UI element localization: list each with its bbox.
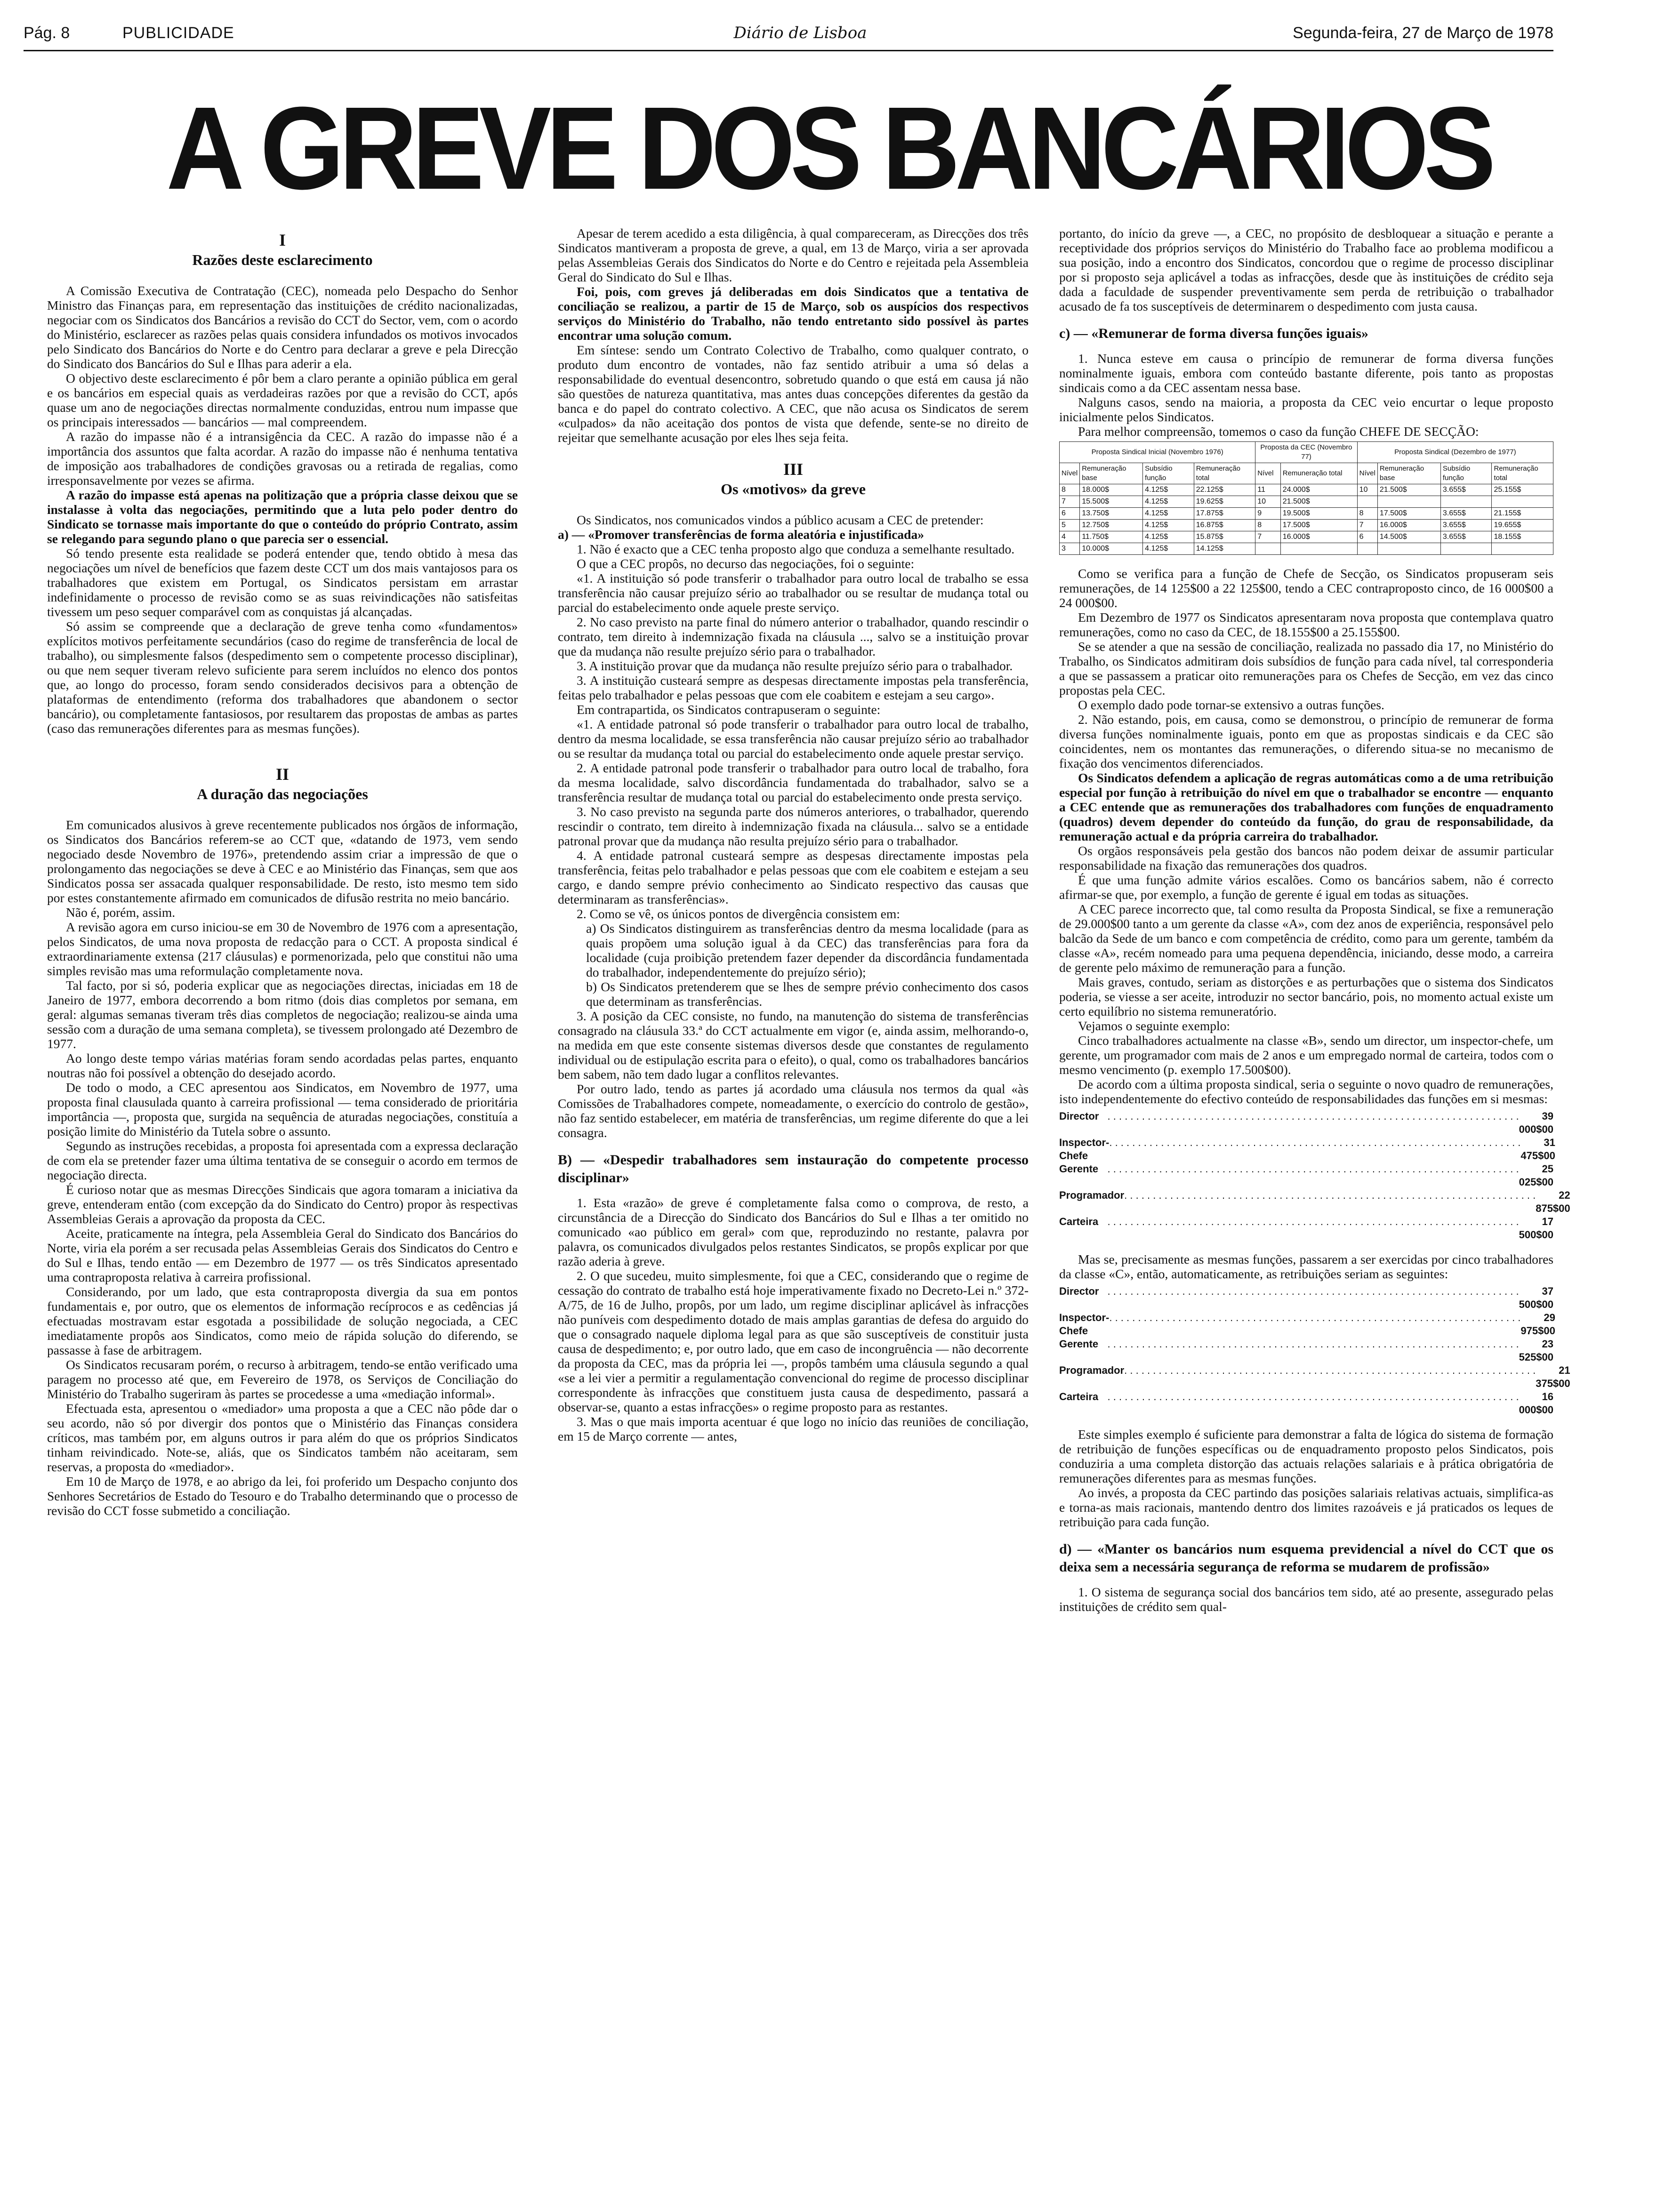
- table-cell: [1357, 496, 1377, 508]
- salary-label: Programador: [1059, 1189, 1125, 1201]
- table-cell: 6: [1357, 531, 1377, 543]
- paragraph: Vejamos o seguinte exemplo:: [1078, 1018, 1231, 1033]
- column-2: [558, 226, 1029, 2193]
- table-cell: 24.000$: [1280, 484, 1357, 496]
- paragraph: 2. No caso previsto na parte final do número anterior o trabalhador, quando rescindir o contrato, tem direito à indemnização fixada na cláusula ..., salvo se a instituição provar que da mudança não resulte prejuízo sério para o trabalhador.: [558, 615, 1029, 658]
- table-cell: 8: [1255, 520, 1280, 531]
- salary-label: Director: [1059, 1110, 1099, 1122]
- salary-list-class-b: [1059, 1110, 1570, 1242]
- dot-leader: . . . . . . . . . . . . . . . . . . . . . . . . . . . . . . . . . . . . . . . . . . . . . . . . . . . . . . . . . . . . . . . . . . . . . . . .: [1107, 1216, 1519, 1227]
- paragraph: Em 10 de Março de 1978, e ao abrigo da lei, foi proferido um Despacho conjunto dos Senhores Secretários de Estado do Tesouro e do Trabalho determinando que o processo de revisão do CCT fosse submetido a conciliação.: [47, 1474, 518, 1518]
- table-cell: [1492, 496, 1553, 508]
- table-cell: 10.000$: [1080, 543, 1143, 555]
- salary-label: Carteira: [1059, 1391, 1099, 1403]
- paragraph: Os orgãos responsáveis pela gestão dos bancos não podem deixar de assumir particular responsabilidade na fixação das remunerações dos quadros.: [1059, 843, 1553, 873]
- table-row: [1060, 531, 1553, 543]
- table-cell: 8: [1357, 508, 1377, 520]
- paragraph: 3. A instituição provar que da mudança não resulte prejuízo sério para o trabalhador.: [577, 658, 1013, 673]
- table-column-header: Nível: [1255, 463, 1280, 484]
- table-cell: 7: [1060, 496, 1080, 508]
- table-column-header: Remuneração total: [1194, 463, 1255, 484]
- table-cell: 9: [1255, 508, 1280, 520]
- paragraph: «1. A entidade patronal só pode transferir o trabalhador para outro local de trabalho, dentro da mesma localidade, se essa transferência não causar prejuízo sério ao trabalhador ou se resultar da mudança total ou parcial do estabelecimento onde aquele prestar serviço.: [558, 717, 1029, 761]
- table-column-header: Remuneração total: [1280, 463, 1357, 484]
- paragraph: «1. A instituição só pode transferir o trabalhador para outro local de trabalho se essa transferência não causar prejuízo sério ao trabalhador ou se resultar de mudança total ou parcial do estabelecimento onde aquele preste serviço.: [558, 571, 1029, 615]
- table-cell: 4.125$: [1143, 543, 1194, 555]
- salary-value: 16 000$00: [1519, 1391, 1554, 1416]
- paragraph: O exemplo dado pode tornar-se extensivo a outras funções.: [1078, 697, 1384, 712]
- table-group-header: Proposta Sindical Inicial (Novembro 1976): [1060, 442, 1255, 463]
- table-row: [1060, 520, 1553, 531]
- paragraph: 2. A entidade patronal pode transferir o trabalhador para outro local de trabalho, fora da mesma localidade, salvo discordância fundamentada do trabalhador, salvo se a transferência resultar de mudança total ou parcial do estabelecimento onde presta serviço.: [558, 761, 1029, 804]
- paragraph: Mas se, precisamente as mesmas funções, passarem a ser exercidas por cinco trabalhadores da classe «C», então, automaticamente, as retribuições seriam as seguintes:: [1059, 1252, 1553, 1281]
- table-cell: 7: [1357, 520, 1377, 531]
- table-group-header: Proposta da CEC (Novembro 77): [1255, 442, 1357, 463]
- salary-value: 39 000$00: [1519, 1110, 1554, 1135]
- table-cell: [1377, 496, 1440, 508]
- table-cell: [1492, 543, 1553, 555]
- paragraph: 1. O sistema de segurança social dos bancários tem sido, até ao presente, assegurado pelas instituições de crédito sem qual-: [1059, 1585, 1553, 1614]
- paragraph: Só assim se compreende que a declaração de greve tenha como «fundamentos» explícitos motivos perfeitamente secundários (caso do regime de transferência de local de trabalho), ou simplesmente falsos (despedimento sem o competente processo disciplinar), ou que nem sequer tiveram relevo suficiente para serem incluídos no elenco dos pontos que, ao longo do processo, foram sendo considerados decisivos para a obtenção de plataformas de entendimento (reforma dos trabalhadores que abandonem o sector bancário), ou completamente fantasiosos, por resultarem das propostas de ambas as partes (caso das remunerações diferentes para as mesmas funções).: [47, 619, 518, 736]
- table-cell: 14.500$: [1377, 531, 1440, 543]
- table-row: [1060, 496, 1553, 508]
- table-cell: 11: [1255, 484, 1280, 496]
- subheading-c: c) — «Remunerar de forma diversa funções iguais»: [1059, 326, 1368, 341]
- table-cell: 4.125$: [1143, 508, 1194, 520]
- table-cell: 16.000$: [1280, 531, 1357, 543]
- table-cell: 21.155$: [1492, 508, 1553, 520]
- paragraph: Segundo as instruções recebidas, a proposta foi apresentada com a expressa declaração de com ela se pretender fazer uma última tentativa de se conseguir o acordo em termos de negociação directa.: [47, 1138, 518, 1182]
- table-cell: 25.155$: [1492, 484, 1553, 496]
- subheading-b: B) — «Despedir trabalhadores sem instauração do competente processo disciplinar»: [558, 1152, 1029, 1186]
- salary-value: 29 975$00: [1520, 1312, 1555, 1337]
- table-cell: 4.125$: [1143, 484, 1194, 496]
- table-column-header: Remuneração total: [1492, 463, 1553, 484]
- section-3-number: III: [783, 460, 804, 479]
- salary-value: 31 475$00: [1520, 1137, 1555, 1162]
- page-headline: A GREVE DOS BANCÁRIOS: [166, 82, 1491, 214]
- table-column-header: Subsídio função: [1440, 463, 1492, 484]
- table-cell: 3.655$: [1440, 531, 1492, 543]
- table-cell: 16.875$: [1194, 520, 1255, 531]
- paragraph: Nalguns casos, sendo na maioria, a proposta da CEC veio encurtar o leque proposto inicialmente pelos Sindicatos.: [1059, 395, 1553, 424]
- paragraph: A razão do impasse está apenas na politização que a própria classe deixou que se instalasse à volta das negociações, permitindo que a luta pelo poder dentro do Sindicato se tornasse mais importante do que o conteúdo do próprio Contrato, assim se relegando para segundo plano o que parecia ser o essencial.: [47, 488, 518, 546]
- salary-label: Programador: [1059, 1364, 1125, 1376]
- paragraph: A revisão agora em curso iniciou-se em 30 de Novembro de 1976 com a apresentação, pelos Sindicatos, de uma nova proposta de redacção para o CCT. A proposta sindical é extraordinariamente extensa (217 cláusulas) e pormenorizada, pelo que constitui não uma simples revisão mas uma reformulação completamente nova.: [47, 920, 518, 978]
- table-cell: 4.125$: [1143, 496, 1194, 508]
- paragraph: Em síntese: sendo um Contrato Colectivo de Trabalho, como qualquer contrato, o produto dum encontro de vontades, não faz sentido atribuir a uma só delas a responsabilidade do eventual desencontro, sobretudo quando o que está em causa já não são questões de natureza quantitativa, mas antes duas concepções diferentes da gestão da banca e do papel do contrato colectivo. A CEC, que não acusa os Sindicatos de serem «culpados» da não aceitação dos pontos de vista que defende, sente-se no direito de rejeitar que semelhante acusação por eles lhes seja feita.: [558, 343, 1029, 445]
- salary-value: 22 875$00: [1536, 1189, 1570, 1214]
- page-number: Pág. 8: [24, 24, 70, 42]
- paragraph: Só tendo presente esta realidade se poderá entender que, tendo obtido à mesa das negociações um nível de benefícios que fazem deste CCT um dos mais vantajosos para os trabalhadores que existem em Portugal, os Sindicatos persistam em arrastar indefinidamente o processo de revisão como se as suas reivindicações não satisfeitas tivessem um peso sequer comparável com as conquistas já alcançadas.: [47, 546, 518, 619]
- salary-label: Gerente: [1059, 1338, 1099, 1350]
- salary-row: [1059, 1285, 1553, 1311]
- table-header-row: [1060, 463, 1553, 484]
- issue-date: Segunda-feira, 27 de Março de 1978: [1293, 24, 1553, 42]
- paragraph: 1. Nunca esteve em causa o princípio de remunerar de forma diversa funções nominalmente iguais, embora com conteúdo bastante diferente, pois tanto as propostas sindicais como a da CEC assentam nessa base.: [1059, 351, 1553, 395]
- salary-row: [1059, 1136, 1553, 1162]
- table-cell: 6: [1060, 508, 1080, 520]
- table-cell: 21.500$: [1377, 484, 1440, 496]
- table-cell: 17.500$: [1377, 508, 1440, 520]
- paragraph: Como se verifica para a função de Chefe de Secção, os Sindicatos propuseram seis remunerações, de 14 125$00 a 22 125$00, tendo a CEC contraproposto cinco, de 16 000$00 a 24 000$00.: [1059, 566, 1553, 610]
- table-cell: 7: [1255, 531, 1280, 543]
- section-2-title: A duração das negociações: [197, 785, 368, 802]
- paragraph: 1. Não é exacto que a CEC tenha proposto algo que conduza a semelhante resultado.: [577, 542, 1015, 556]
- table-cell: 3: [1060, 543, 1080, 555]
- paragraph: 1. Esta «razão» de greve é completamente falsa como o comprova, de resto, a circunstância de a Direcção do Sindicato dos Bancários do Sul e Ilhas a ter omitido no comunicado «ao público em geral» com que, reproduzindo no restante, palavra por palavra, os comunicados divulgados pelos restantes Sindicatos, se propôs explicar por que razão aderia à greve.: [558, 1195, 1029, 1268]
- subheading-a: a) — «Promover transferências de forma aleatória e injustificada»: [558, 527, 924, 542]
- table-cell: 15.500$: [1080, 496, 1143, 508]
- table-cell: 10: [1255, 496, 1280, 508]
- salary-label: Inspector-Chefe: [1059, 1312, 1110, 1337]
- table-cell: 16.000$: [1377, 520, 1440, 531]
- table-cell: 14.125$: [1194, 543, 1255, 555]
- table-body: [1060, 484, 1553, 555]
- paragraph: De todo o modo, a CEC apresentou aos Sindicatos, em Novembro de 1977, uma proposta final clausulada quanto à carreira profissional — tema considerado de prioritária importância —, proposta que, surgida na sequência de aturadas negociações, constituía a posição limite do Ministério da Tutela sobre o assunto.: [47, 1080, 518, 1138]
- paragraph: 3. A posição da CEC consiste, no fundo, na manutenção do sistema de transferências consagrado na cláusula 33.ª do CCT actualmente em vigor (e, ainda assim, melhorando-o, na medida em que este consente sistemas diversos desde que constantes de regulamento individual ou de estipulação escrita para o efeito), o qual, como os trabalhadores bancários bem sabem, não tem dado lugar a conflitos relevantes.: [558, 1009, 1029, 1082]
- table-cell: [1255, 543, 1280, 555]
- paragraph: É curioso notar que as mesmas Direcções Sindicais que agora tomaram a iniciativa da greve, entenderam então (com excepção da do Sindicato do Centro) propor às respectivas Assembleias Gerais a aprovação da proposta da CEC.: [47, 1182, 518, 1226]
- table-cell: 10: [1357, 484, 1377, 496]
- table-cell: 5: [1060, 520, 1080, 531]
- table-cell: 3.655$: [1440, 508, 1492, 520]
- paragraph: 2. Não estando, pois, em causa, como se demonstrou, o princípio de remunerar de forma diversa funções nominalmente iguais, ponto em que as propostas sindicais e da CEC são coincidentes, nem os montantes das remunerações, o diferendo situa-se no mecanismo de fixação dos vencimentos diferenciados.: [1059, 712, 1553, 770]
- salary-row: [1059, 1338, 1553, 1364]
- salary-label: Inspector-Chefe: [1059, 1137, 1110, 1162]
- salary-value: 37 500$00: [1519, 1285, 1554, 1310]
- salary-label: Gerente: [1059, 1163, 1099, 1175]
- paragraph: Se se atender a que na sessão de conciliação, realizada no passado dia 17, no Ministério do Trabalho, os Sindicatos admitiram dois subsídios de função para cada nível, tal corresponderia a que se passassem a praticar oito remunerações para os Chefes de Secção, em vez das cinco propostas pela CEC.: [1059, 639, 1553, 697]
- table-cell: [1377, 543, 1440, 555]
- table-cell: 15.875$: [1194, 531, 1255, 543]
- section-label: PUBLICIDADE: [122, 24, 234, 42]
- salary-row: [1059, 1189, 1570, 1215]
- table-cell: [1440, 496, 1492, 508]
- salary-row: [1059, 1311, 1553, 1338]
- list-item: a) Os Sindicatos distinguirem as transferências dentro da mesma localidade (para as quais propõem uma solução igual à da CEC) das transferências para fora da localidade (cuja proibição pretendem fazer depender da discordância fundamentada do trabalhador, independentemente do prejuízo sério);: [586, 921, 1029, 979]
- paragraph: Por outro lado, tendo as partes já acordado uma cláusula nos termos da qual «às Comissões de Trabalhadores compete, nomeadamente, o exercício do controlo de gestão», não faz sentido estabelecer, em matéria de transferências, um regime diferente do que a lei consagra.: [558, 1082, 1029, 1140]
- dot-leader: . . . . . . . . . . . . . . . . . . . . . . . . . . . . . . . . . . . . . . . . . . . . . . . . . . . . . . . . . . . . . . . . . . . . . . . .: [1107, 1285, 1519, 1297]
- paragraph: 3. Mas o que mais importa acentuar é que logo no início das reuniões de conciliação, em 15 de Março corrente — antes,: [558, 1414, 1029, 1443]
- masthead-rule: [24, 50, 1553, 51]
- table-cell: 4.125$: [1143, 520, 1194, 531]
- paragraph: A razão do impasse não é a intransigência da CEC. A razão do impasse não é a importância dos assuntos que falta acordar. A razão do impasse não é nenhuma tentativa de imposição aos trabalhadores de condições gravosas ou a retirada de regalias, como irresponsavelmente por vezes se afirma.: [47, 429, 518, 488]
- table-cell: 17.875$: [1194, 508, 1255, 520]
- table-column-header: Remuneração base: [1080, 463, 1143, 484]
- paragraph: Não é, porém, assim.: [66, 905, 176, 920]
- table-cell: 21.500$: [1280, 496, 1357, 508]
- column-1: [47, 226, 518, 2193]
- dot-leader: . . . . . . . . . . . . . . . . . . . . . . . . . . . . . . . . . . . . . . . . . . . . . . . . . . . . . . . . . . . . . . . . . . . . . . . .: [1107, 1338, 1519, 1350]
- table-cell: 11.750$: [1080, 531, 1143, 543]
- table-cell: [1440, 543, 1492, 555]
- list-item: b) Os Sindicatos pretenderem que se lhes de sempre prévio conhecimento dos casos que determinam as transferências.: [586, 979, 1029, 1009]
- paragraph: Ao longo deste tempo várias matérias foram sendo acordadas pelas partes, enquanto noutras não foi possível a obtenção do desejado acordo.: [47, 1051, 518, 1080]
- paragraph: O que a CEC propôs, no decurso das negociações, foi o seguinte:: [577, 556, 915, 571]
- salary-row: [1059, 1162, 1553, 1189]
- dot-leader: . . . . . . . . . . . . . . . . . . . . . . . . . . . . . . . . . . . . . . . . . . . . . . . . . . . . . . . . . . . . . . . . . . . . . . . .: [1124, 1189, 1536, 1201]
- section-1-title: Razões deste esclarecimento: [192, 251, 373, 268]
- paragraph: A Comissão Executiva de Contratação (CEC), nomeada pelo Despacho do Senhor Ministro das Finanças para, em representação das instituições de crédito nacionalizadas, negociar com os Sindicatos dos Bancários a revisão do CCT do Sector, vem, com o acordo do Ministério, esclarecer as razões pelas quais considera infundados os motivos invocados pelo Sindicato dos Bancários do Norte e do Centro para declarar a greve e pela Direcção do Sindicato dos Bancários do Sul e Ilhas para aderir a ela.: [47, 283, 518, 371]
- paragraph: Em Dezembro de 1977 os Sindicatos apresentaram nova proposta que contemplava quatro remunerações, como no caso da CEC, de 18.155$00 a 25.155$00.: [1059, 610, 1553, 639]
- table-cell: 22.125$: [1194, 484, 1255, 496]
- paragraph: Os Sindicatos defendem a aplicação de regras automáticas como a de uma retribuição especial por função à retribuição do nível em que o trabalhador se encontre — enquanto a CEC entende que as remunerações dos trabalhadores com funções de enquadramento (quadros) devem depender do conteúdo da função, do grau de responsabilidade, da remuneração actual e da própria carreira do trabalhador.: [1059, 770, 1553, 843]
- table-cell: 18.155$: [1492, 531, 1553, 543]
- paragraph: A CEC parece incorrecto que, tal como resulta da Proposta Sindical, se fixe a remuneração de 29.000$00 tanto a um gerente da classe «A», com dez anos de experiência, responsável pelo balcão da Sede de um banco e com competência de crédito, como para um gerente, também da classe «A», recém nomeado para uma pequena dependência, iniciando, desse modo, a carreira de gerente pelo máximo de remuneração para a função.: [1059, 902, 1553, 975]
- table-cell: 3.655$: [1440, 484, 1492, 496]
- salary-row: [1059, 1215, 1553, 1242]
- table-row: [1060, 508, 1553, 520]
- paragraph: 4. A entidade patronal custeará sempre as despesas directamente impostas pela transferência, feitas pelo trabalhador e pelas pessoas que com ele coabitem e estejam a seu cargo, e dando sempre prévio conhecimento ao Sindicato respectivo das causas que determinaram as transferências».: [558, 848, 1029, 906]
- table-column-header: Nível: [1357, 463, 1377, 484]
- table-cell: 4: [1060, 531, 1080, 543]
- paragraph: Em comunicados alusivos à greve recentemente publicados nos órgãos de informação, os Sindicatos dos Bancários referem-se ao CCT que, «datando de 1973, vem sendo negociado desde Novembro de 1976», pretendendo assim criar a impressão de que o prolongamento das negociações se deve à CEC e ao Ministério das Finanças, sem que aos Sindicatos possa ser assacada qualquer responsabilidade. De resto, isto mesmo tem sido por estes constantemente afirmado em comunicados de difusão restrita no meio bancário.: [47, 817, 518, 905]
- salary-row: [1059, 1110, 1553, 1136]
- paragraph: O objectivo deste esclarecimento é pôr bem a claro perante a opinião pública em geral e os bancários em especial quais as verdadeiras razões por que a revisão do CCT, após quase um ano de negociações directas normalmente conduzidas, entrou num impasse que os principais interessados — bancários — mal compreendem.: [47, 371, 518, 429]
- masthead: [24, 23, 1553, 51]
- table-row: [1060, 484, 1553, 496]
- dot-leader: . . . . . . . . . . . . . . . . . . . . . . . . . . . . . . . . . . . . . . . . . . . . . . . . . . . . . . . . . . . . . . . . . . . . . . . .: [1107, 1163, 1519, 1175]
- paragraph: Tal facto, por si só, poderia explicar que as negociações directas, iniciadas em 18 de Janeiro de 1977, embora decorrendo a bom ritmo (dois dias completos por semana, em geral: algumas semanas tiveram três dias completos de negociação; realizou-se ainda uma sessão com a duração de uma semana completa), se tivessem prolongado até Dezembro de 1977.: [47, 978, 518, 1051]
- table-cell: 3.655$: [1440, 520, 1492, 531]
- salary-value: 21 375$00: [1536, 1364, 1570, 1389]
- dot-leader: . . . . . . . . . . . . . . . . . . . . . . . . . . . . . . . . . . . . . . . . . . . . . . . . . . . . . . . . . . . . . . . . . . . . . . . .: [1107, 1110, 1519, 1122]
- table-cell: 18.000$: [1080, 484, 1143, 496]
- paragraph: Considerando, por um lado, que esta contraproposta divergia da sua em pontos fundamentais e, por outro, que os elementos de informação recíprocos e as cedências já efectuadas mostravam estar esgotada a possibilidade de solução negociada, a CEC imediatamente propôs aos Sindicatos, como meio de rápida solução do diferendo, se passasse à fase de arbitragem.: [47, 1284, 518, 1357]
- paragraph: portanto, do início da greve —, a CEC, no propósito de desbloquear a situação e perante a receptividade dos próprios serviços do Ministério do Trabalho face ao problema modificou a sua posição, indo a encontro dos Sindicatos, concordou que o regime de processo disciplinar por si proposto seja aplicável a todas as infracções, desde que às instituições de crédito seja dada a faculdade de suspender preventivamente sem perda de retribuição o trabalhador acusado de fa tos susceptíveis de determinarem o despedimento com justa causa.: [1059, 226, 1553, 313]
- salary-value: 23 525$00: [1519, 1338, 1554, 1363]
- paragraph: 3. A instituição custeará sempre as despesas directamente impostas pela transferência, feitas pelo trabalhador e pelas pessoas que com ele coabitem e estejam a seu cargo».: [558, 673, 1029, 702]
- table-cell: [1280, 543, 1357, 555]
- salary-list-class-c: [1059, 1285, 1570, 1417]
- paragraph: Aceite, praticamente na íntegra, pela Assembleia Geral do Sindicato dos Bancários do Norte, viria ela porém a ser recusada pelas Assembleias Gerais dos Sindicatos do Centro e do Sul e Ilhas, tendo então — em Dezembro de 1977 — os três Sindicatos apresentado uma contraproposta relativa à carreira profissional.: [47, 1226, 518, 1284]
- section-3-title: Os «motivos» da greve: [721, 481, 866, 497]
- dot-leader: . . . . . . . . . . . . . . . . . . . . . . . . . . . . . . . . . . . . . . . . . . . . . . . . . . . . . . . . . . . . . . . . . . . . . . . .: [1107, 1391, 1519, 1403]
- paragraph: Apesar de terem acedido a esta diligência, à qual compareceram, as Direcções dos três Sindicatos mantiveram a proposta de greve, a qual, em 13 de Março, viria a ser aprovada pelas Assembleias Gerais dos Sindicatos do Norte e do Centro e rejeitada pela Assembleia Geral do Sindicato do Sul e Ilhas.: [558, 226, 1029, 284]
- table-cell: 13.750$: [1080, 508, 1143, 520]
- paragraph: De acordo com a última proposta sindical, seria o seguinte o novo quadro de remunerações, isto independentemente do efectivo conteúdo de responsabilidades das funções em si mesmas:: [1059, 1077, 1553, 1106]
- paragraph: Ao invés, a proposta da CEC partindo das posições salariais relativas actuais, simplifica-as e torna-as mais racionais, mantendo dentro dos limites razoáveis e já praticados os leques de retribuição para cada função.: [1059, 1485, 1553, 1529]
- paragraph: 3. No caso previsto na segunda parte dos números anteriores, o trabalhador, querendo rescindir o contrato, tem direito à indemnização fixada na cláusula... salvo se a entidade patronal provar que da mudança não resulta prejuízo sério para o trabalhador.: [558, 804, 1029, 848]
- table-row: [1060, 543, 1553, 555]
- paragraph: Efectuada esta, apresentou o «mediador» uma proposta a que a CEC não pôde dar o seu acordo, não só por divergir dos pontos que o Ministério das Finanças considera críticos, mas também por, em alguns outros ir para além do que os próprios Sindicatos tinham reivindicado. Note-se, aliás, que os Sindicatos também não aceitaram, sem reservas, a proposta do «mediador».: [47, 1401, 518, 1474]
- paragraph: Mais graves, contudo, seriam as distorções e as perturbações que o sistema dos Sindicatos poderia, se viesse a ser aceite, introduzir no sector bancário, pois, no momento actual existe um certo equilíbrio no sistema remuneratório.: [1059, 975, 1553, 1018]
- dot-leader: . . . . . . . . . . . . . . . . . . . . . . . . . . . . . . . . . . . . . . . . . . . . . . . . . . . . . . . . . . . . . . . . . . . . . . . .: [1109, 1312, 1521, 1323]
- salary-label: Director: [1059, 1285, 1099, 1297]
- salary-value: 25 025$00: [1519, 1163, 1554, 1188]
- salary-comparison-table: [1059, 441, 1553, 555]
- table-cell: [1357, 543, 1377, 555]
- table-column-header: Nível: [1060, 463, 1080, 484]
- paragraph: É que uma função admite vários escalões. Como os bancários sabem, não é correcto afirmar-se que, por exemplo, a função de gerente é igual em todas as situações.: [1059, 873, 1553, 902]
- paragraph: Cinco trabalhadores actualmente na classe «B», sendo um director, um inspector-chefe, um gerente, um programador com mais de 2 anos e um empregado normal de carteira, todos com o mesmo vencimento (p. exemplo 17.500$00).: [1059, 1033, 1553, 1077]
- table-cell: 19.655$: [1492, 520, 1553, 531]
- dot-leader: . . . . . . . . . . . . . . . . . . . . . . . . . . . . . . . . . . . . . . . . . . . . . . . . . . . . . . . . . . . . . . . . . . . . . . . .: [1109, 1137, 1521, 1148]
- paragraph: Em contrapartida, os Sindicatos contrapuseram o seguinte:: [577, 702, 881, 717]
- salary-label: Carteira: [1059, 1216, 1099, 1227]
- table-cell: 19.625$: [1194, 496, 1255, 508]
- dot-leader: . . . . . . . . . . . . . . . . . . . . . . . . . . . . . . . . . . . . . . . . . . . . . . . . . . . . . . . . . . . . . . . . . . . . . . . .: [1124, 1364, 1536, 1376]
- salary-row: [1059, 1364, 1570, 1390]
- table-cell: 8: [1060, 484, 1080, 496]
- salary-value: 17 500$00: [1519, 1216, 1554, 1241]
- paragraph: Foi, pois, com greves já deliberadas em dois Sindicatos que a tentativa de conciliação se realizou, a partir de 15 de Março, sob os auspícios dos respectivos serviços do Ministério do Trabalho, não tendo entretanto sido possível às partes encontrar uma solução comum.: [558, 284, 1029, 343]
- paragraph: Este simples exemplo é suficiente para demonstrar a falta de lógica do sistema de formação de retribuição de funções específicas ou de enquadramento proposto pelos Sindicatos, pois conduziria a uma completa distorção das actuais relações salariais e à prática obrigatória de remunerações diferentes para as mesmas funções.: [1059, 1427, 1553, 1485]
- paragraph: 2. O que sucedeu, muito simplesmente, foi que a CEC, considerando que o regime de cessação do contrato de trabalho está hoje imperativamente fixado no Decreto-Lei n.º 372-A/75, de 16 de Julho, propôs, por um lado, um regime disciplinar aplicável às infracções não puníveis com despedimento dotado de mais amplas garantias de defesa do arguido do que o consagrado naquele diploma legal para as que são susceptíveis de constituir justa causa de despedimento; e, por outro lado, que em caso de incongruência — não decorrente da proposta da CEC, mas da própria lei —, propôs também uma cláusula segundo a qual «se a lei vier a permitir a regulamentação convencional do regime de processo disciplinar correspondente às infracções que constituem justa causa de despedimento, passará a observar-se, quanto a estas infracções» o regime proposto para as restantes.: [558, 1268, 1029, 1414]
- subheading-d: d) — «Manter os bancários num esquema previdencial a nível do CCT que os deixa sem a necessária segurança de reforma se mudarem de profissão»: [1059, 1541, 1553, 1575]
- paragraph: Para melhor compreensão, tomemos o caso da função CHEFE DE SECÇÃO:: [1078, 424, 1479, 439]
- paragraph: Os Sindicatos recusaram porém, o recurso à arbitragem, tendo-se então verificado uma paragem no processo até que, em Fevereiro de 1978, os Serviços de Conciliação do Ministério do Trabalho sugeriram às partes se procedesse a uma «mediação informal».: [47, 1357, 518, 1401]
- table-cell: 12.750$: [1080, 520, 1143, 531]
- table-group-header: Proposta Sindical (Dezembro de 1977): [1357, 442, 1553, 463]
- paragraph: 2. Como se vê, os únicos pontos de divergência consistem em:: [577, 906, 900, 921]
- section-2-number: II: [275, 765, 290, 784]
- table-cell: 17.500$: [1280, 520, 1357, 531]
- newspaper-name: Diário de Lisboa: [733, 24, 867, 42]
- table-cell: 19.500$: [1280, 508, 1357, 520]
- table-cell: 4.125$: [1143, 531, 1194, 543]
- table-column-header: Remuneração base: [1377, 463, 1440, 484]
- column-3: [1059, 226, 1570, 2193]
- section-1-number: I: [279, 231, 286, 249]
- salary-row: [1059, 1390, 1553, 1417]
- table-column-header: Subsídio função: [1143, 463, 1194, 484]
- paragraph: Os Sindicatos, nos comunicados vindos a público acusam a CEC de pretender:: [577, 513, 984, 527]
